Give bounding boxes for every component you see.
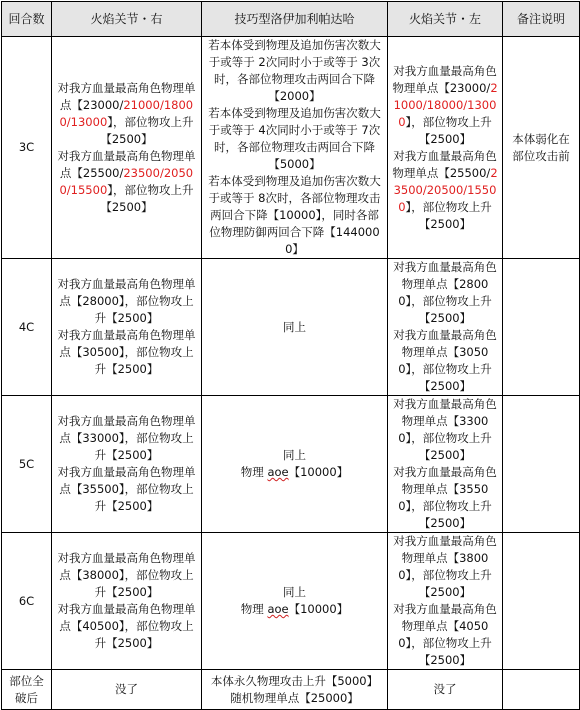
boss-permanent-buff: 本体永久物理攻击上升【5000】 <box>210 673 379 688</box>
header-left-joint: 火焰关节・左 <box>388 2 503 37</box>
right-joint-action-2: 对我方血量最高角色物理单点【25500/23500/20500/15500】，部位物攻上升【2500】 <box>57 148 196 214</box>
right-joint-action-1: 对我方血量最高角色物理单点【33000】，部位物攻上升【2500】 <box>57 414 196 462</box>
left-joint-action-1: 对我方血量最高角色物理单点【33000】，部位物攻上升【2500】 <box>393 397 497 462</box>
notes-cell <box>503 670 580 710</box>
right-joint-cell <box>52 37 202 259</box>
boss-cell: 同上 <box>202 259 388 396</box>
round-label: 4C <box>2 259 52 396</box>
left-joint-cell <box>388 396 503 533</box>
boss-cell <box>202 533 388 670</box>
right-joint-action-2: 对我方血量最高角色物理单点【35500】，部位物攻上升【2500】 <box>57 465 196 513</box>
left-joint-cell <box>388 259 503 396</box>
left-joint-cell <box>388 533 503 670</box>
round-label: 3C <box>2 37 52 259</box>
left-joint-action-2: 对我方血量最高角色物理单点【35500】，部位物攻上升【2500】 <box>393 465 497 530</box>
right-joint-cell <box>52 259 202 396</box>
table-row-5c <box>2 396 580 533</box>
boss-same-as-above: 同上 <box>283 585 306 599</box>
boss-cell <box>202 670 388 710</box>
boss-condition-3: 若本体受到物理及追加伤害次数大于或等于 8次时，各部位物理攻击两回合下降【10000】，同时各部位物理防御两回合下降【1440000】 <box>208 174 381 256</box>
right-joint-cell <box>52 396 202 533</box>
table-row-4c <box>2 259 580 396</box>
boss-condition-1: 若本体受到物理及追加伤害次数大于或等于 2次同时小于或等于 3次时，各部位物理攻击两回合下降【2000】 <box>208 38 381 103</box>
boss-mechanics-table <box>1 1 580 710</box>
left-joint-cell <box>388 37 503 259</box>
boss-random-attack: 随机物理单点【25000】 <box>230 690 359 705</box>
right-joint-action-1: 对我方血量最高角色物理单点【38000】，部位物攻上升【2500】 <box>57 551 196 599</box>
left-joint-action-2: 对我方血量最高角色物理单点【40500】，部位物攻上升【2500】 <box>393 602 497 667</box>
left-joint-action-2: 对我方血量最高角色物理单点【25500/23500/20500/15500】，部位物攻上升【2500】 <box>392 148 498 231</box>
header-boss: 技巧型洛伊加利帕达哈 <box>202 2 388 37</box>
table-row-6c <box>2 533 580 670</box>
boss-cell <box>202 37 388 259</box>
boss-aoe-attack: 物理 aoe【10000】 <box>240 602 349 616</box>
left-joint-action-1: 对我方血量最高角色物理单点【23000/21000/18000/13000】，部位物攻上升【2500】 <box>392 63 498 146</box>
right-joint-cell <box>52 533 202 670</box>
notes-cell <box>503 259 580 396</box>
boss-same-as-above: 同上 <box>283 448 306 462</box>
header-row <box>2 2 580 37</box>
round-label: 6C <box>2 533 52 670</box>
right-joint-action-1: 对我方血量最高角色物理单点【23000/21000/18000/13000】，部位物攻上升【2500】 <box>57 80 196 146</box>
right-joint-action-1: 对我方血量最高角色物理单点【28000】，部位物攻上升【2500】 <box>57 277 196 325</box>
left-joint-action-1: 对我方血量最高角色物理单点【28000】，部位物攻上升【2500】 <box>393 260 497 325</box>
table-row-3c <box>2 37 580 259</box>
right-joint-action-2: 对我方血量最高角色物理单点【40500】，部位物攻上升【2500】 <box>57 602 196 650</box>
boss-cell <box>202 396 388 533</box>
header-right-joint: 火焰关节・右 <box>52 2 202 37</box>
boss-aoe-attack: 物理 aoe【10000】 <box>240 465 349 479</box>
left-joint-action-1: 对我方血量最高角色物理单点【38000】，部位物攻上升【2500】 <box>393 534 497 599</box>
header-notes: 备注说明 <box>503 2 580 37</box>
notes-cell <box>503 533 580 670</box>
notes-cell <box>503 396 580 533</box>
right-joint-action-2: 对我方血量最高角色物理单点【30500】，部位物攻上升【2500】 <box>57 328 196 376</box>
boss-condition-2: 若本体受到物理及追加伤害次数大于或等于 4次同时小于或等于 7次时，各部位物理攻击两回合下降【5000】 <box>208 106 381 171</box>
notes-cell: 本体弱化在部位攻击前 <box>503 37 580 259</box>
header-round: 回合数 <box>2 2 52 37</box>
left-joint-cell: 没了 <box>388 670 503 710</box>
round-label: 部位全破后 <box>2 670 52 710</box>
table-row-destroyed <box>2 670 580 710</box>
round-label: 5C <box>2 396 52 533</box>
left-joint-action-2: 对我方血量最高角色物理单点【30500】，部位物攻上升【2500】 <box>393 328 497 393</box>
right-joint-cell: 没了 <box>52 670 202 710</box>
